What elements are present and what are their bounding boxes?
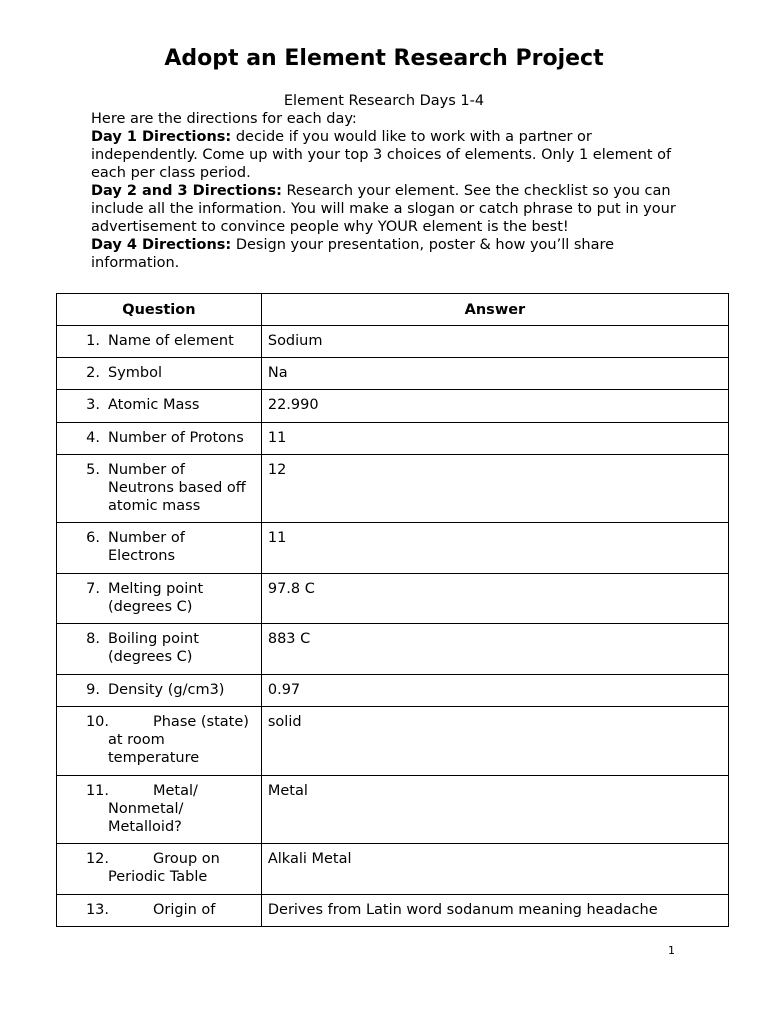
row-number: 7.: [86, 581, 100, 597]
question-text: Phase (state) at room temperature: [108, 714, 249, 766]
question-text: Number of Protons: [108, 430, 244, 446]
question-text: Density (g/cm3): [108, 682, 225, 698]
day2-3-label: Day 2 and 3 Directions:: [91, 183, 282, 199]
table-row: [57, 523, 729, 574]
question-header: Question: [57, 294, 262, 326]
question-text: Group on Periodic Table: [108, 851, 220, 885]
question-cell: [57, 358, 262, 390]
question-cell: [57, 390, 262, 423]
row-number: 2.: [86, 365, 100, 381]
directions-intro: Here are the directions for each day:: [91, 111, 357, 127]
table-header-row: [57, 294, 729, 326]
table-row: [57, 390, 729, 423]
table-row: [57, 844, 729, 895]
table-row: [57, 358, 729, 390]
directions-block: [91, 110, 691, 272]
question-answer-table: [56, 293, 729, 927]
question-text: Boiling point (degrees C): [108, 631, 199, 665]
question-text: Symbol: [108, 365, 163, 381]
row-number: 10.: [85, 714, 109, 730]
question-text: Origin of: [153, 902, 216, 918]
answer-cell: 0.97: [261, 675, 728, 707]
table-row: [57, 707, 729, 776]
question-cell: [57, 675, 262, 707]
table-row: [57, 624, 729, 675]
answer-cell: 97.8 C: [261, 574, 728, 624]
answer-cell: Sodium: [261, 326, 728, 358]
row-number: 11.: [85, 783, 109, 799]
page-number: 1: [668, 944, 675, 957]
question-cell: [57, 523, 262, 574]
row-number: 4.: [86, 430, 100, 446]
question-cell: [57, 326, 262, 358]
answer-cell: Metal: [261, 776, 728, 844]
day2-3-text: Research your element. See the checklist so you can include all the information. You will make a slogan or catch phrase to put in your advertisement to convince people why YOUR element is the best!: [91, 183, 676, 235]
question-cell: [57, 844, 262, 895]
question-cell: [57, 423, 262, 455]
row-number: 13.: [85, 902, 109, 918]
question-text: Number of Electrons: [108, 530, 185, 564]
question-cell: [57, 574, 262, 624]
table-row: [57, 423, 729, 455]
day4-text: Design your presentation, poster & how you’ll share information.: [91, 237, 615, 271]
table-row: [57, 675, 729, 707]
table-row: [57, 326, 729, 358]
row-number: 9.: [86, 682, 100, 698]
answer-cell: 22.990: [261, 390, 728, 423]
answer-cell: 11: [261, 423, 728, 455]
table-row: [57, 574, 729, 624]
answer-cell: Alkali Metal: [261, 844, 728, 895]
table-row: [57, 895, 729, 927]
row-number: 1.: [86, 333, 100, 349]
question-cell: [57, 624, 262, 675]
question-cell: [57, 455, 262, 523]
question-cell: [57, 776, 262, 844]
question-text: Number of Neutrons based off atomic mass: [108, 462, 246, 514]
day1-label: Day 1 Directions:: [91, 129, 232, 145]
answer-cell: 11: [261, 523, 728, 574]
answer-cell: 12: [261, 455, 728, 523]
row-number: 12.: [85, 851, 109, 867]
table-row: [57, 455, 729, 523]
answer-cell: solid: [261, 707, 728, 776]
answer-cell: Na: [261, 358, 728, 390]
page-title: Adopt an Element Research Project: [164, 46, 604, 71]
day2-3-directions: [91, 182, 691, 236]
table-row: [57, 776, 729, 844]
answer-cell: 883 C: [261, 624, 728, 675]
question-text: Metal/ Nonmetal/ Metalloid?: [108, 783, 198, 835]
row-number: 5.: [86, 462, 100, 478]
row-number: 3.: [86, 397, 100, 413]
day1-text: decide if you would like to work with a partner or independently. Come up with your top 3 choices of elements. Only 1 element of each per class period.: [91, 129, 672, 181]
day1-directions: [91, 128, 691, 182]
answer-header: Answer: [261, 294, 728, 326]
question-cell: [57, 895, 262, 927]
question-text: Melting point (degrees C): [108, 581, 204, 615]
question-text: Name of element: [108, 333, 234, 349]
question-text: Atomic Mass: [108, 397, 200, 413]
answer-cell: Derives from Latin word sodanum meaning headache: [261, 895, 728, 927]
row-number: 8.: [86, 631, 100, 647]
subtitle: Element Research Days 1-4: [283, 93, 485, 109]
day4-directions: [91, 236, 691, 272]
day4-label: Day 4 Directions:: [91, 237, 232, 253]
question-cell: [57, 707, 262, 776]
row-number: 6.: [86, 530, 100, 546]
